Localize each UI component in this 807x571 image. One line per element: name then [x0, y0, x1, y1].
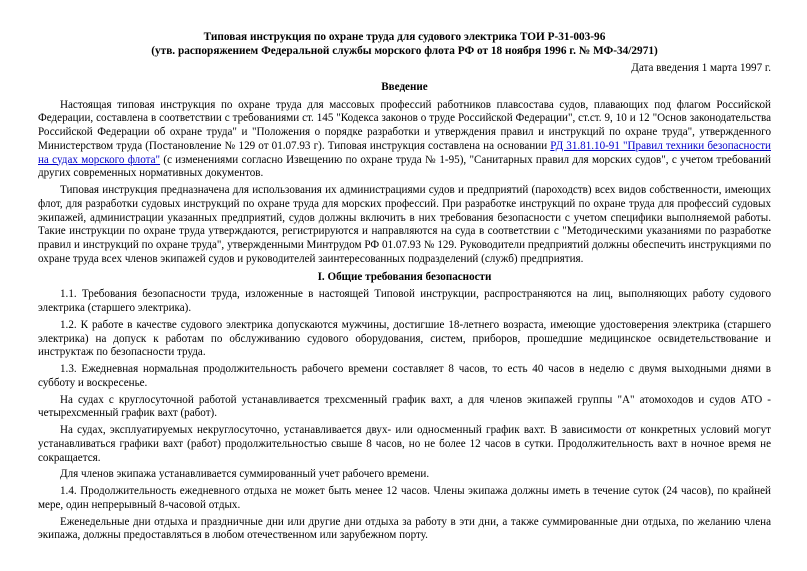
clause-1-3: 1.3. Ежедневная нормальная продолжительность рабочего времени составляет 8 часов, то есть 40 часов в неделю с двумя выходными днями в субботу и воскресенье. — [38, 363, 771, 389]
document-approval-line: (утв. распоряжением Федеральной службы морского флота РФ от 18 ноября 1996 г. № МФ-34/2971) — [151, 45, 658, 57]
clause-1-3-non-round-the-clock: На судах, эксплуатируемых некруглосуточно, устанавливается двух- или односменный график вахт. В зависимости от конкретных условий могут устанавливаться графики вахт (работ) продолжительностью свыше 8 часов, но не более 12 часов в сутки. Продолжительность вахт в ночное время не сокращается. — [38, 424, 771, 464]
section-intro-heading: Введение — [381, 80, 428, 93]
clause-1-3-summary-accounting: Для членов экипажа устанавливается суммированный учет рабочего времени. — [60, 468, 430, 481]
document-title: Типовая инструкция по охране труда для судового электрика ТОИ Р-31-003-96 — [203, 31, 606, 43]
section-1-heading: I. Общие требования безопасности — [317, 270, 492, 283]
intro-paragraph-1-text-b: (с изменениями согласно Извещению по охране труда № 1-95), "Санитарных правил для морских судов", с учетом требований других современных нормативных документов. — [38, 153, 771, 180]
clause-1-4: 1.4. Продолжительность ежедневного отдыха не может быть менее 12 часов. Члены экипажа должны иметь в течение суток (24 часов), по крайней мере, один непрерывный 8-часовой отдых. — [38, 485, 771, 511]
clause-1-1: 1.1. Требования безопасности труда, изложенные в настоящей Типовой инструкции, распространяются на лиц, выполняющих работу судового электрика (старшего электрика). — [38, 288, 771, 314]
clause-1-3-shifts: На судах с круглосуточной работой устанавливается трехсменный график вахт, а для членов экипажей группы "А" атомоходов и судов АТО - четырехсменный график вахт (работ). — [38, 393, 771, 420]
rd-31-81-10-91-link[interactable]: РД 31.81.10-91 "Правил техники безопасности на судах морского флота" — [38, 139, 771, 166]
intro-paragraph-1 — [38, 99, 771, 182]
intro-paragraph-1-text-a: Настоящая типовая инструкция по охране труда для массовых профессий работников плавсостава судов, плавающих под флагом Российской Федерации, составлена в соответствии с требованиями ст. 145 "Кодекса законов о труде Российской Федерации", ст.ст. 9, 10 и 12 "Основ законодательства Российской Федерации об охране труда" и "Положения о порядке разработки и утверждения правил и инструкций по охране труда", утвержденного Министерством труда (Постановление № 129 от 01.07.93 г). Типовая инструкция составлена на основании — [38, 98, 771, 152]
intro-paragraph-2: Типовая инструкция предназначена для использования их администрациями судов и предприятий (пароходств) всех видов собственности, имеющих флот, для разработки судовых инструкций по охране труда для морских профессий. При разработке инструкций по охране труда для профессий судовых экипажей, администрации указанных предприятий, судов должны включить в них требования безопасности с учетом специфики выполняемой работы. Такие инструкции по охране труда утверждаются, регистрируются и направляются на суда в соответствии с "Методическими указаниями по разработке правил и инструкций по охране труда", утвержденными Минтрудом РФ 01.07.93 № 129. Руководители предприятий должны обеспечить инструкциями по охране труда всех членов экипажей судов и руководителей заинтересованных подразделений (служб) предприятия. — [38, 184, 771, 265]
clause-1-4-weekly-rest: Еженедельные дни отдыха и праздничные дни или другие дни отдыха за работу в эти дни, а также суммированные дни отдыха, по желанию члена экипажа, должны предоставляться в любом отечественном или зарубежном порту. — [38, 515, 771, 542]
effective-date: Дата введения 1 марта 1997 г. — [631, 62, 771, 74]
clause-1-2: 1.2. К работе в качестве судового электрика допускаются мужчины, достигшие 18-летнего возраста, имеющие удостоверения электрика (старшего электрика) на допуск к работам по обслуживанию судового оборудования, систем, приборов, прошедшие медицинское освидетельствование и инструктаж по безопасности труда. — [38, 318, 771, 359]
